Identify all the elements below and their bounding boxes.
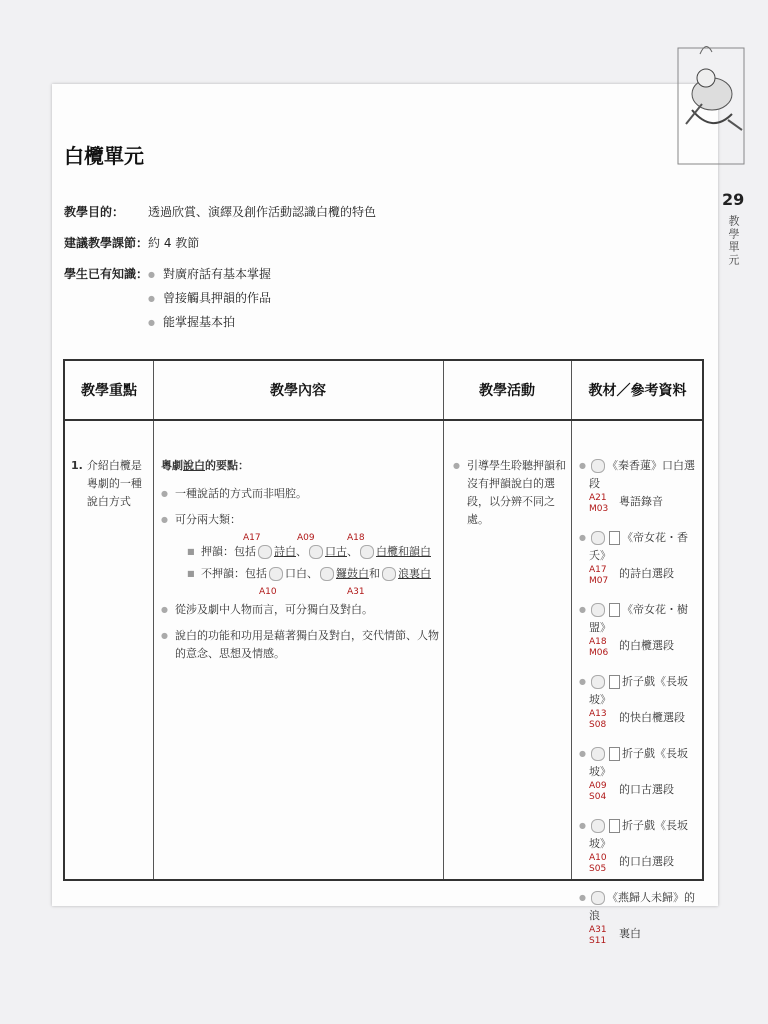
lessons-label: 建議教學課節： <box>64 236 149 250</box>
disc-icon <box>591 675 605 689</box>
disc-icon <box>309 545 323 559</box>
page-number: 29 <box>722 190 745 209</box>
disc-icon <box>591 603 605 617</box>
video-icon <box>609 675 620 689</box>
resource-item: ● 《帝女花・香夭》 A17 M07 的詩白選段 <box>579 529 703 587</box>
disc-icon <box>360 545 374 559</box>
prior-item: ● 對廣府話有基本掌握 <box>148 265 271 282</box>
resources-cell <box>579 457 703 961</box>
resource-item: ● 折子戲《長坂坡》 A13 S08 的快白欖選段 <box>579 673 703 731</box>
activity-cell <box>453 457 571 537</box>
page-side-tab <box>722 190 744 270</box>
prior-knowledge-list <box>148 265 271 337</box>
content-subitem: ■ 押韻：包括 詩白、 口古、 白欖和韻白 <box>175 543 441 561</box>
lessons-row <box>64 234 199 251</box>
objective-row <box>64 203 376 220</box>
resource-item: ● 《帝女花・樹盟》 A18 M06 的白欖選段 <box>579 601 703 659</box>
resource-item: ● 折子戲《長坂坡》 A10 S05 的口白選段 <box>579 817 703 875</box>
disc-icon <box>591 531 605 545</box>
disc-icon <box>258 545 272 559</box>
content-bullet: ● 可分兩大類： A17 A09 A18 ■ 押韻：包括 詩白、 口古、 白欖和韻白 ■ 不押韻：包括 口白、 鑼鼓白和 浪裏白 A10 A31 <box>161 511 441 593</box>
prior-item: ● 曾接觸具押韻的作品 <box>148 289 271 306</box>
content-subitem: ■ 不押韻：包括 口白、 鑼鼓白和 浪裏白 <box>175 565 441 583</box>
prior-knowledge-row <box>64 265 271 337</box>
resource-item: ● 《燕歸人未歸》的浪 A31 S11 裏白 <box>579 889 703 947</box>
disc-icon <box>591 891 605 905</box>
resource-item: ● 折子戲《長坂坡》 A09 S04 的口古選段 <box>579 745 703 803</box>
disc-icon <box>382 567 396 581</box>
focus-cell <box>71 457 151 511</box>
content-heading: 粵劇說白的要點： <box>161 459 249 472</box>
disc-icon <box>591 747 605 761</box>
objective-value: 透過欣賞、演繹及創作活動認識白欖的特色 <box>148 205 377 219</box>
score-icon <box>609 531 620 545</box>
objective-label: 教學目的： <box>64 205 125 219</box>
header-activity: 教學活動 <box>479 383 535 399</box>
activity-text: ● 引導學生聆聽押韻和沒有押韻說白的選段，以分辨不同之處。 <box>453 457 571 529</box>
content-cell <box>161 457 441 671</box>
prior-knowledge-label: 學生已有知識： <box>64 267 149 281</box>
resource-codes-bottom: A10 A31 <box>259 587 365 597</box>
disc-icon <box>591 819 605 833</box>
resource-codes-top: A17 A09 A18 <box>243 533 365 543</box>
score-icon <box>609 603 620 617</box>
disc-icon <box>591 459 605 473</box>
header-content: 教學內容 <box>270 383 326 399</box>
resource-item: ● 《秦香蓮》口白選段 A21 M03 粵語錄音 <box>579 457 703 515</box>
lesson-table <box>63 359 704 946</box>
prior-item: ● 能掌握基本拍 <box>148 313 271 330</box>
lessons-value: 約 4 教節 <box>148 236 200 250</box>
content-bullet: ● 說白的功能和功用是藉著獨白及對白，交代情節、人物的意念、思想及情感。 <box>161 627 441 663</box>
focus-number: 1. <box>71 459 83 472</box>
disc-icon <box>269 567 283 581</box>
video-icon <box>609 819 620 833</box>
opera-figure-illustration <box>672 34 750 170</box>
disc-icon <box>320 567 334 581</box>
section-label: 教學單元 <box>727 215 740 267</box>
header-resources: 教材／參考資料 <box>588 383 687 399</box>
video-icon <box>609 747 620 761</box>
header-focus: 教學重點 <box>81 383 137 399</box>
focus-text: 介紹白欖是粵劇的一種說白方式 <box>86 459 142 508</box>
content-bullet: ● 從涉及劇中人物而言，可分獨白及對白。 <box>161 601 441 619</box>
content-bullet: ● 一種說話的方式而非唱腔。 <box>161 485 441 503</box>
unit-title: 白欖單元 <box>64 144 144 168</box>
